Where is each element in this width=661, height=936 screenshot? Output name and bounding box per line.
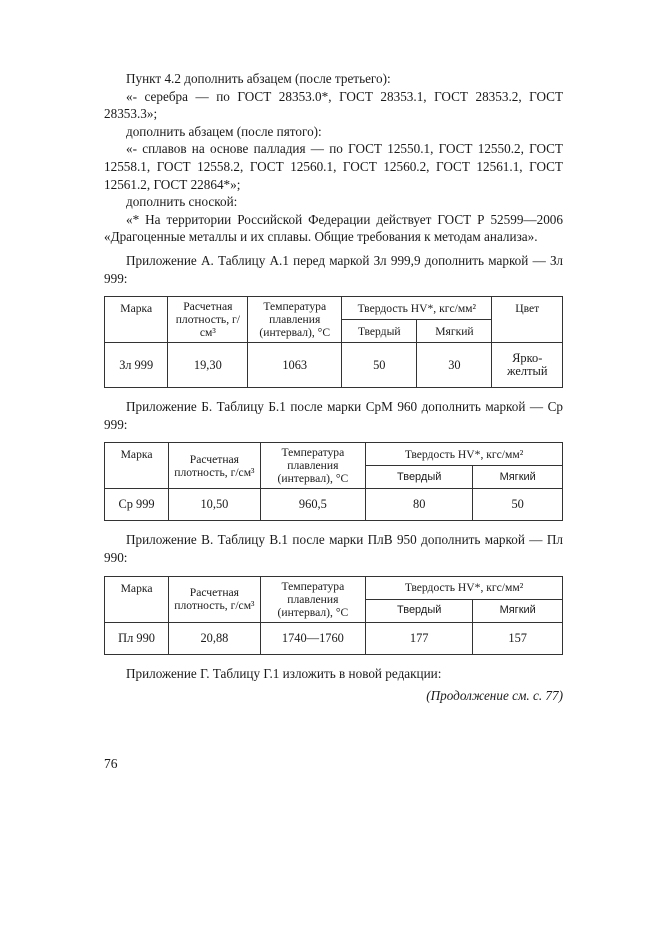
header-temperature: Температура плавления (интервал), °С	[260, 576, 365, 622]
header-mark: Марка	[105, 576, 169, 622]
table-appendix-v	[104, 576, 563, 655]
cell-temperature: 1063	[248, 343, 342, 388]
header-mark: Марка	[105, 443, 169, 489]
header-hardness: Твердость HV*, кгс/мм²	[342, 297, 492, 320]
header-hardness: Твердость HV*, кгс/мм²	[366, 576, 563, 599]
header-hard: Твердый	[366, 466, 473, 489]
caption-appendix-v: Приложение В. Таблицу В.1 после марки ПлВ 950 дополнить маркой — Пл 990:	[104, 532, 563, 565]
cell-soft: 157	[473, 622, 563, 654]
cell-mark: Зл 999	[105, 343, 168, 388]
header-hardness: Твердость HV*, кгс/мм²	[366, 443, 563, 466]
cell-color: Ярко-желтый	[492, 343, 563, 388]
paragraph-1: Пункт 4.2 дополнить абзацем (после третьего):	[126, 71, 391, 86]
header-soft: Мягкий	[473, 599, 563, 622]
header-soft: Мягкий	[473, 466, 563, 489]
paragraph-5: дополнить сноской:	[126, 194, 238, 210]
header-hard: Твердый	[342, 320, 417, 343]
header-temperature: Температура плавления (интервал), °С	[260, 443, 365, 489]
cell-hard: 80	[366, 489, 473, 521]
caption-appendix-a: Приложение А. Таблицу А.1 перед маркой Зл 999,9 дополнить маркой — Зл 999:	[104, 252, 563, 286]
cell-density: 19,30	[168, 343, 248, 388]
document-page	[104, 70, 563, 705]
table-row	[105, 343, 563, 388]
header-soft: Мягкий	[417, 320, 492, 343]
header-hard: Твердый	[366, 599, 473, 622]
paragraph-2: «- серебра — по ГОСТ 28353.0*, ГОСТ 28353.1, ГОСТ 28353.2, ГОСТ 28353.3»;	[104, 88, 563, 122]
cell-mark: Пл 990	[105, 622, 169, 654]
cell-temperature: 1740—1760	[260, 622, 365, 654]
cell-soft: 50	[473, 489, 563, 521]
paragraph-3: дополнить абзацем (после пятого):	[126, 123, 322, 139]
caption-appendix-g: Приложение Г. Таблицу Г.1 изложить в новой редакции:	[126, 665, 442, 681]
header-mark: Марка	[105, 297, 168, 343]
header-density: Расчетная плотность, г/см³	[168, 297, 248, 343]
paragraph-4: «- сплавов на основе палладия — по ГОСТ 12550.1, ГОСТ 12550.2, ГОСТ 12558.1, ГОСТ 12558.2, ГОСТ 12560.1, ГОСТ 12560.2, ГОСТ 12561.1, ГОСТ 12561.2, ГОСТ 22864*»;	[104, 141, 563, 192]
cell-temperature: 960,5	[260, 489, 365, 521]
cell-soft: 30	[417, 343, 492, 388]
header-temperature: Температура плавления (интервал), °С	[248, 297, 342, 343]
page-number: 76	[104, 756, 118, 771]
cell-mark: Ср 999	[105, 489, 169, 521]
cell-hard: 177	[366, 622, 473, 654]
cell-hard: 50	[342, 343, 417, 388]
table-appendix-b	[104, 442, 563, 521]
header-density: Расчетная плотность, г/см³	[169, 576, 261, 622]
header-color: Цвет	[492, 297, 563, 343]
table-row	[105, 489, 563, 521]
table-appendix-a	[104, 296, 563, 388]
header-density: Расчетная плотность, г/см³	[169, 443, 261, 489]
paragraph-6: «* На территории Российской Федерации действует ГОСТ Р 52599—2006 «Драгоценные металлы и их сплавы. Общие требования к методам анализа».	[104, 211, 563, 245]
continued-note: (Продолжение см. с. 77)	[426, 688, 563, 704]
cell-density: 10,50	[169, 489, 261, 521]
table-row	[105, 622, 563, 654]
caption-appendix-b: Приложение Б. Таблицу Б.1 после марки СрМ 960 дополнить маркой — Ср 999:	[104, 399, 563, 432]
cell-density: 20,88	[169, 622, 261, 654]
